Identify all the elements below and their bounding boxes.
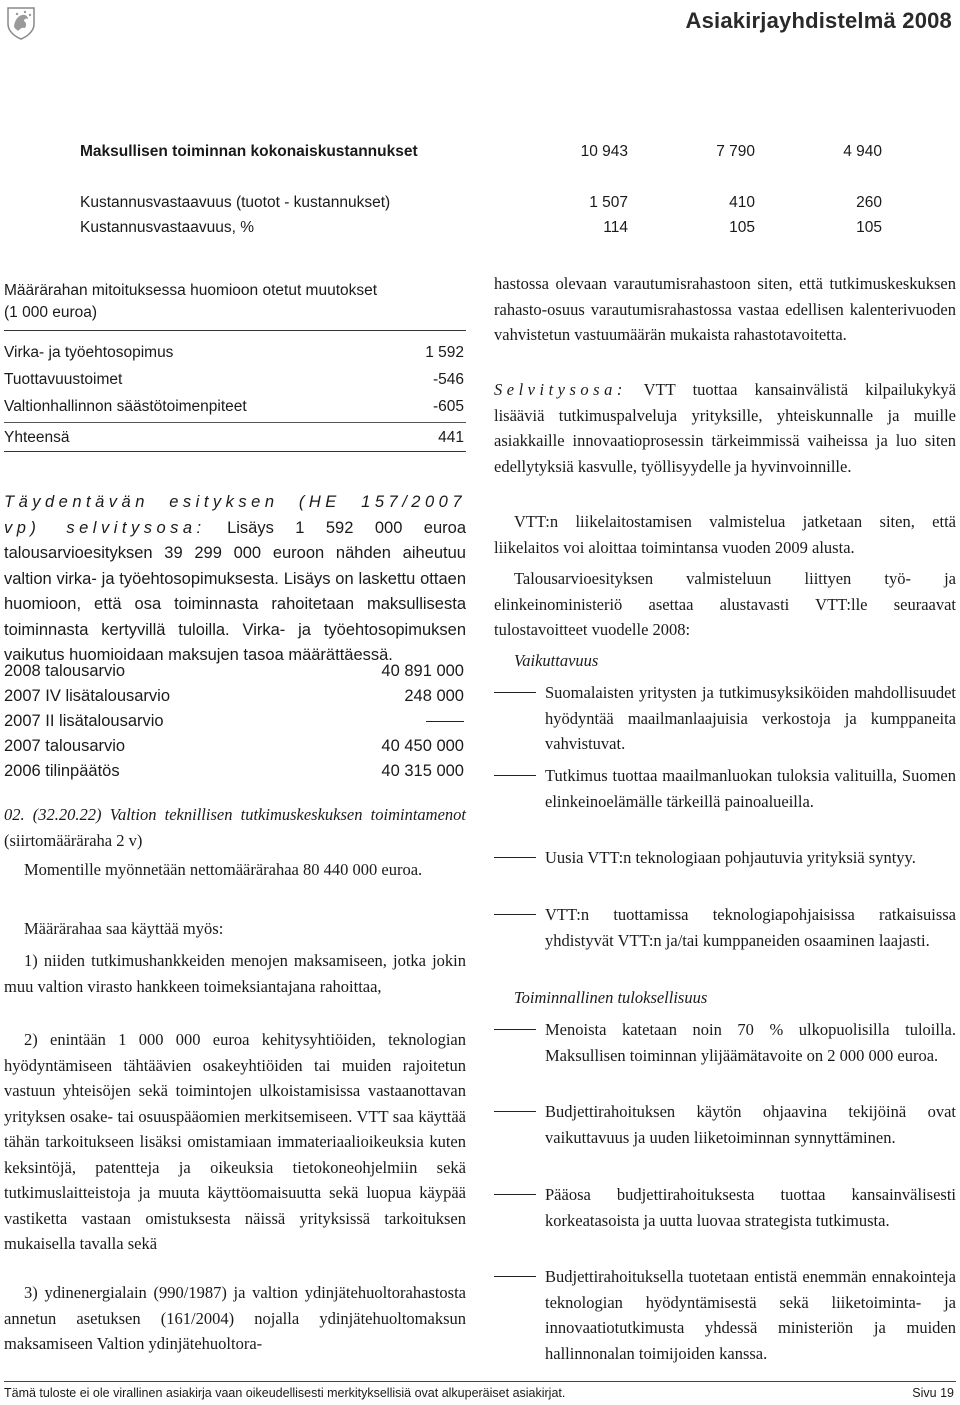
list-item-text: Pääosa budjettirahoituksesta tuottaa kansainvälisesti korkeatasoista ja uutta luovaa strategista tutkimusta. [545, 1185, 956, 1230]
cell: 7 790 [716, 143, 755, 160]
table-row [4, 366, 466, 393]
cell: 105 [729, 219, 755, 236]
row-label: Valtionhallinnon säästötoimenpiteet [4, 398, 247, 415]
finance-label: 2007 IV lisätalousarvio [4, 687, 171, 705]
paragraph-text: VTT tuottaa kansainvälistä kilpailukykyä lisääviä tutkimuspalveluja yrityksille, yhteiskunnalle ja muille asiakkaille innovaatioprosessin tärkeimmissä vaiheissa ja luo siten edellytyksiä kasvulle, työllisyydelle ja hyvinvoinnille. [494, 380, 956, 476]
tulostavoitteet-paragraph: Talousarvioesityksen valmisteluun liittyen työ- ja elinkeinoministeriö asettaa alustavasti VTT:lle seuraavat tulostavoitteet vuodelle 2008: [494, 569, 956, 639]
cell: 260 [856, 194, 882, 211]
finance-value: 248 000 [404, 687, 464, 705]
list-dash [494, 914, 536, 915]
footer-disclaimer: Tämä tuloste ei ole virallinen asiakirja vaan oikeudellisesti merkityksellisiä ovat alkuperäiset asiakirjat. [4, 1386, 566, 1400]
continued-paragraph: hastossa olevaan varautumisrahastoon siten, että tutkimuskeskuksen rahasto-osuus varautumisrahastossa vastaa edellisen kalenterivuoden vahvistetun vastuumäärän mukaista rahastotavoitetta. [494, 274, 956, 344]
list-item [494, 1099, 956, 1150]
moment-title [4, 802, 466, 853]
row-value: -605 [432, 398, 464, 415]
cell: 114 [603, 219, 628, 236]
mitoitus-table [4, 280, 466, 452]
finance-row [4, 734, 466, 759]
moment-title-suffix: (siirtomääräraha 2 v) [4, 830, 143, 850]
moment-title-italic: 02. (32.20.22) Valtion teknillisen tutkimuskeskuksen toimintamenot [4, 805, 466, 824]
page-number: Sivu 19 [912, 1386, 954, 1400]
list-item [494, 1182, 956, 1233]
row-label: Tuottavuustoimet [4, 371, 123, 388]
table-row [4, 339, 466, 366]
finance-label: 2008 talousarvio [4, 662, 126, 680]
list-item-text: Budjettirahoituksen käytön ohjaavina tekijöinä ovat vaikuttavuus ja uuden liiketoiminnan synnyttäminen. [545, 1102, 956, 1147]
usage-paragraph: Määrärahaa saa käyttää myös: [24, 919, 224, 938]
list-item-text: Suomalaisten yritysten ja tutkimusyksiköiden mahdollisuudet hyödyntää maailmanlaajuisia verkostoja ja kumppaneita vahvistuvat. [545, 683, 956, 753]
finance-label: 2007 II lisätalousarvio [4, 712, 164, 730]
list-item-text: Menoista katetaan noin 70 % ulkopuolisilla tuloilla. Maksullisen toiminnan ylijäämätavoite on 2 000 000 euroa. [545, 1020, 956, 1065]
table-row [80, 143, 882, 165]
usage-item-3: 3) ydinenergialain (990/1987) ja valtion ydinjätehuoltorahastosta annetun asetuksen (161/2004) nojalla ydinjätehuoltomaksun maksamiseen Valtion ydinjätehuoltora- [4, 1283, 466, 1353]
liikelaitos-paragraph: VTT:n liikelaitostamisen valmistelua jatketaan siten, että liikelaitos voi aloittaa toimintansa vuoden 2009 alusta. [494, 512, 956, 557]
section-heading-vaikuttavuus: Vaikuttavuus [514, 651, 599, 670]
finance-value: 40 315 000 [381, 762, 464, 780]
list-dash [494, 857, 536, 858]
total-label: Yhteensä [4, 429, 70, 446]
finance-row [4, 659, 466, 684]
cell: 10 943 [580, 143, 628, 160]
divider [4, 330, 466, 331]
list-item [494, 845, 956, 871]
mitoitus-heading: Määrärahan mitoituksessa huomioon otetut muutokset [4, 282, 378, 299]
cell: 4 940 [843, 143, 882, 160]
selvitysosa-paragraph [494, 377, 956, 479]
table-row [80, 194, 882, 216]
moment-paragraph: Momentille myönnetään nettomäärärahaa 80 440 000 euroa. [24, 860, 423, 879]
row-value: 1 592 [425, 344, 464, 361]
divider [4, 451, 466, 452]
finance-label: 2006 tilinpäätös [4, 762, 120, 780]
row-label: Kustannusvastaavuus, % [80, 219, 255, 236]
finance-row [4, 684, 466, 709]
table-row [80, 219, 882, 241]
document-title: Asiakirjayhdistelmä 2008 [685, 8, 952, 33]
list-item-text: Tutkimus tuottaa maailmanluokan tuloksia valituilla, Suomen elinkeinoelämälle tärkeillä painoalueilla. [545, 766, 956, 811]
supplementary-paragraph [4, 490, 466, 669]
table-row [4, 393, 466, 420]
list-item [494, 902, 956, 953]
list-item-text: Budjettirahoituksella tuotetaan entistä enemmän ennakointeja teknologian hyödyntämisestä sekä liiketoiminta- ja innovaatiotutkimusta yhdessä ministeriön ja muiden hallinnonalan toimijoiden kanssa. [545, 1267, 956, 1363]
finance-value: 40 891 000 [381, 662, 464, 680]
usage-item-1: 1) niiden tutkimushankkeiden menojen maksamiseen, jotka jokin muu valtion virasto hankkeen toimeksiantajana rahoittaa, [4, 951, 466, 996]
usage-item-2: 2) enintään 1 000 000 euroa kehitysyhtiöiden, teknologian hyödyntämiseen tähtäävien osakeyhtiöiden tai muiden rajoitetun vastuun yhteisöjen sekä toimintojen ulkoistamisissa vastaanottavan yrityksen osake- tai osuuspääomien merkitsemiseen. VTT saa käyttää tähän tarkoitukseen lisäksi omistamiaan immateriaalioikeuksia kuten keksintöjä, patentteja ja oikeuksia tietokoneohjelmiin sekä tutkimuslaitteistoja ja muuta käyttöomaisuutta sekä luopua käypää vastiketta vastaan omistuksesta näissä yrityksissä tarkoituksen mukaisella tavalla sekä [4, 1030, 466, 1253]
row-value: -546 [432, 371, 464, 388]
mitoitus-unit: (1 000 euroa) [4, 304, 98, 321]
finance-value: 40 450 000 [381, 737, 464, 755]
cell: 1 507 [589, 194, 628, 211]
list-item-text: Uusia VTT:n teknologiaan pohjautuvia yrityksiä syntyy. [545, 848, 916, 867]
list-item [494, 680, 956, 757]
spaced-heading: Selvitysosa: [494, 380, 627, 399]
total-value: 441 [438, 429, 464, 446]
finance-row [4, 759, 466, 784]
finance-label: 2007 talousarvio [4, 737, 126, 755]
finance-row [4, 709, 466, 734]
row-label: Kustannusvastaavuus (tuotot - kustannukset) [80, 194, 391, 211]
list-item [494, 763, 956, 814]
lion-crest-icon [6, 6, 36, 40]
list-item [494, 1264, 956, 1366]
paragraph-text: Lisäys 1 592 000 euroa talousarvioesityksen 39 299 000 euroon nähden aiheutuu valtion virka- ja työehtosopimuksesta. Lisäys on laskettu ottaen huomioon, että osa toiminnasta rahoitetaan maksullisesta toiminnasta kertyvillä tuloilla. Virka- ja työehtosopimuksen vaikutus huomioidaan maksujen tasoa määrättäessä. [4, 518, 466, 664]
cell: 105 [856, 219, 882, 236]
list-dash [494, 1029, 536, 1030]
spaced-heading: Täydentävän esityksen (HE 157/2007 vp) selvitysosa: [4, 493, 466, 537]
list-dash [494, 692, 536, 693]
section-heading-toiminnallinen: Toiminnallinen tuloksellisuus [514, 988, 708, 1007]
row-label: Maksullisen toiminnan kokonaiskustannukset [80, 143, 418, 160]
list-item-text: VTT:n tuottamissa teknologiapohjaisissa ratkaisuissa yhdistyvät VTT:n ja/tai kumppaneiden osaaminen laajasti. [545, 905, 956, 950]
total-row [4, 423, 466, 451]
cell: 410 [729, 194, 755, 211]
list-dash [494, 1194, 536, 1195]
list-dash [494, 1276, 536, 1277]
empty-value-dash [426, 721, 464, 722]
footer-divider [4, 1381, 956, 1382]
list-item [494, 1017, 956, 1068]
row-label: Virka- ja työehtosopimus [4, 344, 174, 361]
list-dash [494, 1111, 536, 1112]
list-dash [494, 775, 536, 776]
